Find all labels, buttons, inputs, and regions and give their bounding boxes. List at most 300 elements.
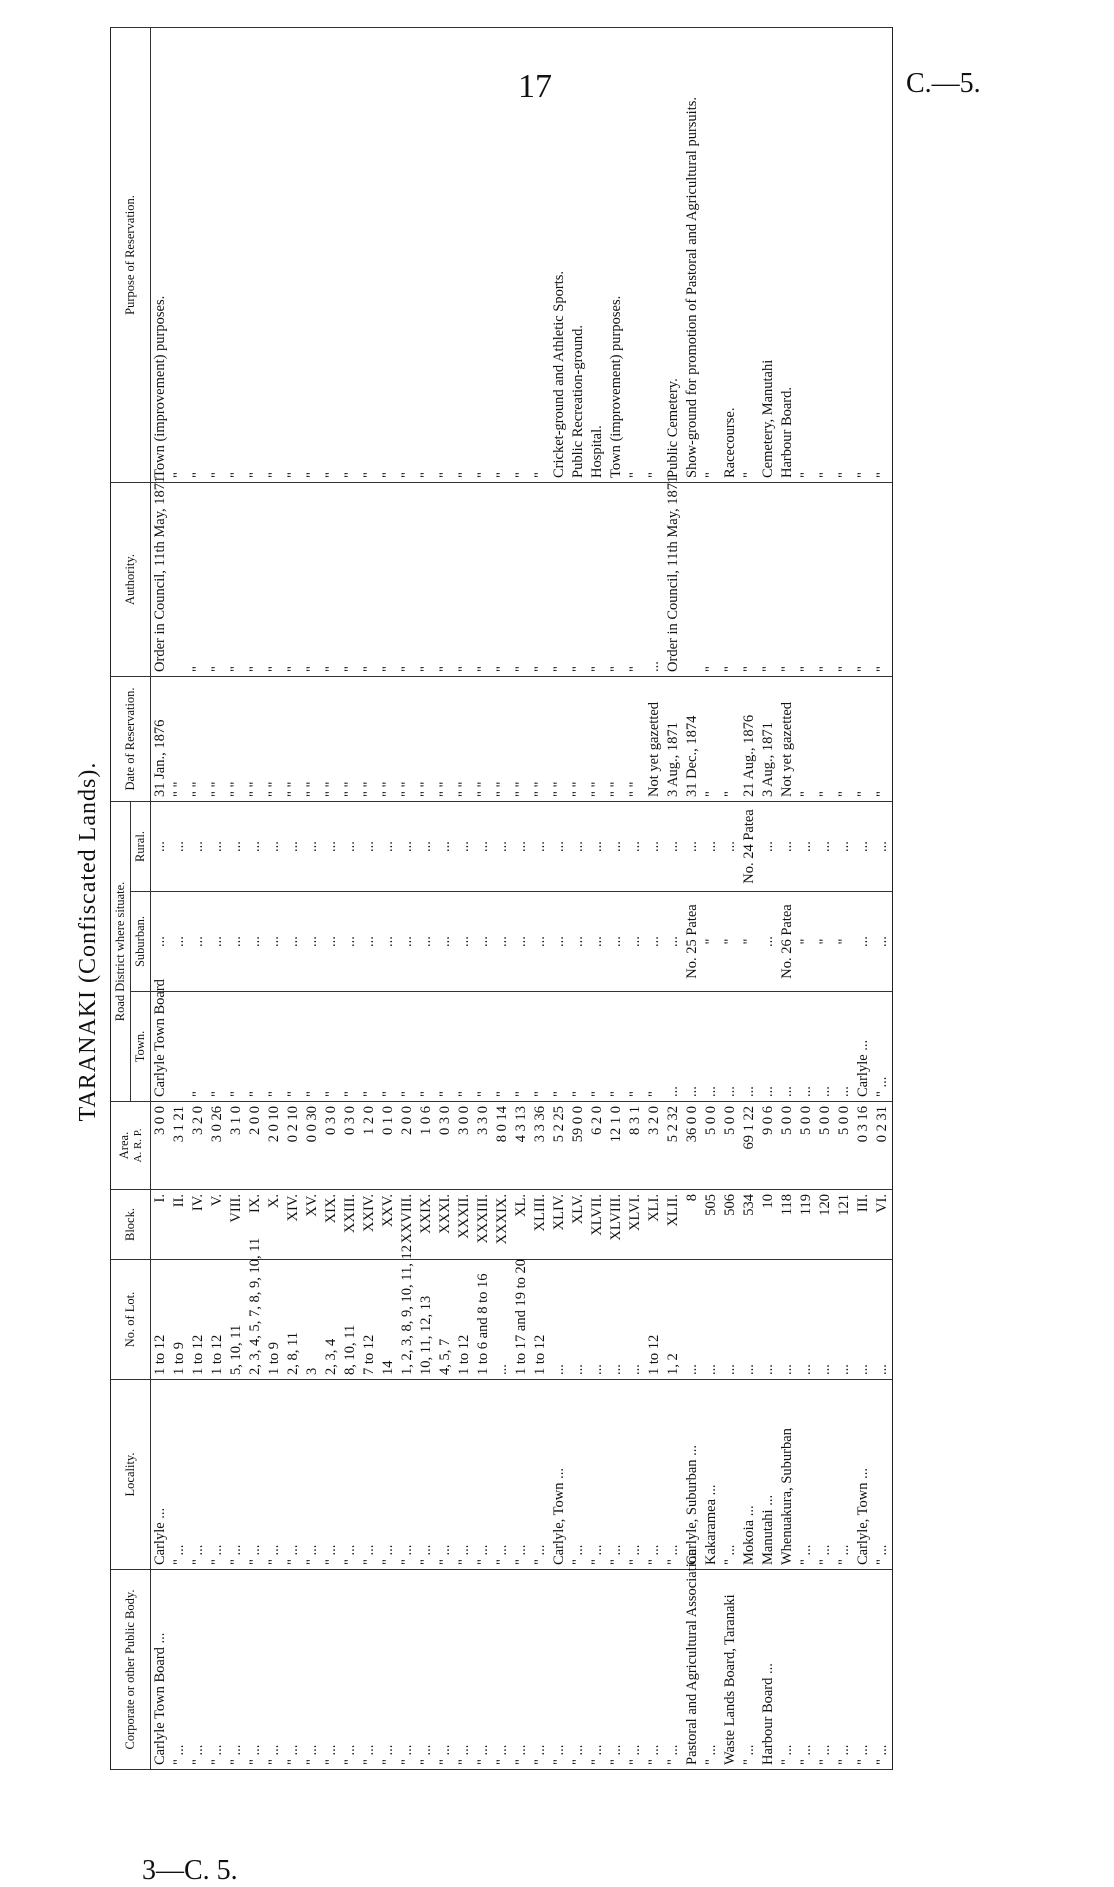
purpose-cell: " (626, 27, 645, 482)
body-cell: " ... (284, 1570, 303, 1770)
table-row (550, 27, 569, 1769)
area-cell: 6 2 0 (588, 1102, 607, 1190)
rural-cell: ... (151, 801, 171, 891)
locality-cell: " ... (455, 1380, 474, 1570)
locality-cell: " ... (341, 1380, 360, 1570)
town-cell: ... (664, 992, 683, 1102)
header-date: Date of Reservation. (111, 676, 151, 801)
rural-cell: ... (379, 801, 398, 891)
rural-cell: ... (474, 801, 493, 891)
body-cell: " ... (474, 1570, 493, 1770)
lot-cell: ... (702, 1260, 721, 1380)
rural-cell: ... (835, 801, 854, 891)
purpose-cell: " (341, 27, 360, 482)
block-cell: XXIX. (417, 1190, 436, 1260)
header-authority: Authority. (111, 482, 151, 676)
lot-cell: ... (588, 1260, 607, 1380)
rural-cell: ... (246, 801, 265, 891)
purpose-cell: " (474, 27, 493, 482)
lot-cell: 3 (303, 1260, 322, 1380)
lot-cell: 1 to 12 (531, 1260, 550, 1380)
date-cell: 21 Aug., 1876 (740, 676, 759, 801)
rural-cell: ... (284, 801, 303, 891)
locality-cell: " ... (645, 1380, 664, 1570)
lot-cell: ... (778, 1260, 797, 1380)
purpose-cell: Racecourse. (721, 27, 740, 482)
locality-cell: " ... (189, 1380, 208, 1570)
purpose-cell: Public Recreation-ground. (569, 27, 588, 482)
suburban-cell: ... (284, 892, 303, 992)
table-row (645, 27, 664, 1769)
block-cell: XXXIII. (474, 1190, 493, 1260)
purpose-cell: " (170, 27, 189, 482)
authority-cell: " (189, 482, 208, 676)
date-cell: " " (398, 676, 417, 801)
header-purpose: Purpose of Reservation. (111, 27, 151, 482)
lot-cell: 1, 2, 3, 8, 9, 10, 11, 12 (398, 1260, 417, 1380)
authority-cell: " (322, 482, 341, 676)
block-cell: 8 (683, 1190, 702, 1260)
table-row (531, 27, 550, 1769)
area-cell: 2 0 0 (398, 1102, 417, 1190)
purpose-cell: Show-ground for promotion of Pastoral and Agricultural pursuits. (683, 27, 702, 482)
rural-cell: ... (303, 801, 322, 891)
locality-cell: " ... (398, 1380, 417, 1570)
body-cell: " ... (170, 1570, 189, 1770)
town-cell: " (208, 992, 227, 1102)
authority-cell: " (721, 482, 740, 676)
suburban-cell: ... (170, 892, 189, 992)
block-cell: XLII. (664, 1190, 683, 1260)
suburban-cell: " (797, 892, 816, 992)
rural-cell: ... (702, 801, 721, 891)
locality-cell: " ... (797, 1380, 816, 1570)
table-title: TARANAKI (Confiscated Lands). (75, 761, 101, 1122)
lot-cell: 8, 10, 11 (341, 1260, 360, 1380)
area-cell: 5 0 0 (835, 1102, 854, 1190)
authority-cell: " (873, 482, 893, 676)
lot-cell: 2, 3, 4 (322, 1260, 341, 1380)
rural-cell: ... (265, 801, 284, 891)
date-cell: " (702, 676, 721, 801)
authority-cell: " (797, 482, 816, 676)
table-row (740, 27, 759, 1769)
lot-cell: 1 to 12 (645, 1260, 664, 1380)
area-cell: 9 0 6 (759, 1102, 778, 1190)
body-cell: " ... (512, 1570, 531, 1770)
purpose-cell: Cricket-ground and Athletic Sports. (550, 27, 569, 482)
block-cell: XLV. (569, 1190, 588, 1260)
area-cell: 5 0 0 (721, 1102, 740, 1190)
table-row (341, 27, 360, 1769)
locality-cell: " ... (816, 1380, 835, 1570)
block-cell: III. (854, 1190, 873, 1260)
body-cell: " ... (455, 1570, 474, 1770)
block-cell: XXXIX. (493, 1190, 512, 1260)
date-cell: " " (607, 676, 626, 801)
suburban-cell: ... (265, 892, 284, 992)
rural-cell: ... (759, 801, 778, 891)
table-row (664, 27, 683, 1769)
lot-cell: 1 to 12 (455, 1260, 474, 1380)
purpose-cell: Town (improvement) purposes. (151, 27, 171, 482)
locality-cell: " ... (873, 1380, 893, 1570)
date-cell: " (835, 676, 854, 801)
authority-cell: " (550, 482, 569, 676)
header-body: Corporate or other Public Body. (111, 1570, 151, 1770)
suburban-cell: ... (455, 892, 474, 992)
locality-cell: Manutahi ... (759, 1380, 778, 1570)
table-row (360, 27, 379, 1769)
block-cell: XIV. (284, 1190, 303, 1260)
date-cell: " " (436, 676, 455, 801)
table-row (569, 27, 588, 1769)
town-cell: " (493, 992, 512, 1102)
authority-cell: " (379, 482, 398, 676)
block-cell: IV. (189, 1190, 208, 1260)
header-area-label: Area. (117, 1131, 131, 1160)
block-cell: II. (170, 1190, 189, 1260)
header-area (111, 1102, 151, 1190)
body-cell: Harbour Board ... (759, 1570, 778, 1770)
rural-cell: ... (493, 801, 512, 891)
lot-cell: ... (854, 1260, 873, 1380)
body-cell: " ... (493, 1570, 512, 1770)
area-cell: 0 2 10 (284, 1102, 303, 1190)
date-cell: 3 Aug., 1871 (759, 676, 778, 801)
table-row (626, 27, 645, 1769)
block-cell: 119 (797, 1190, 816, 1260)
authority-cell: " (531, 482, 550, 676)
purpose-cell: " (531, 27, 550, 482)
area-cell: 1 0 6 (417, 1102, 436, 1190)
purpose-cell: Harbour Board. (778, 27, 797, 482)
town-cell: " (455, 992, 474, 1102)
lot-cell: 1 to 12 (151, 1260, 171, 1380)
body-cell: " ... (208, 1570, 227, 1770)
body-cell: " ... (322, 1570, 341, 1770)
area-cell: 2 0 0 (246, 1102, 265, 1190)
authority-cell: Order in Council, 11th May, 1871 (151, 482, 171, 676)
rural-cell: ... (227, 801, 246, 891)
block-cell: 120 (816, 1190, 835, 1260)
purpose-cell: " (284, 27, 303, 482)
body-cell: " ... (398, 1570, 417, 1770)
body-cell: " ... (835, 1570, 854, 1770)
table-row (474, 27, 493, 1769)
town-cell: ... (740, 992, 759, 1102)
area-cell: 4 3 13 (512, 1102, 531, 1190)
table-row (379, 27, 398, 1769)
locality-cell: Carlyle, Suburban ... (683, 1380, 702, 1570)
table-row (835, 27, 854, 1769)
table-row (493, 27, 512, 1769)
body-cell: " ... (588, 1570, 607, 1770)
block-cell: V. (208, 1190, 227, 1260)
locality-cell: Carlyle, Town ... (550, 1380, 569, 1570)
suburban-cell: ... (569, 892, 588, 992)
table-row (512, 27, 531, 1769)
date-cell: Not yet gazetted (645, 676, 664, 801)
table-row (854, 27, 873, 1769)
date-cell: " " (455, 676, 474, 801)
rural-cell: ... (531, 801, 550, 891)
date-cell: " " (512, 676, 531, 801)
authority-cell: " (835, 482, 854, 676)
body-cell: " ... (607, 1570, 626, 1770)
table-row (246, 27, 265, 1769)
area-cell: 5 0 0 (702, 1102, 721, 1190)
lot-cell: 1, 2 (664, 1260, 683, 1380)
area-cell: 3 0 0 (151, 1102, 171, 1190)
authority-cell: " (360, 482, 379, 676)
suburban-cell: ... (493, 892, 512, 992)
block-cell: XXIII. (341, 1190, 360, 1260)
area-cell: 3 2 0 (645, 1102, 664, 1190)
body-cell: " ... (873, 1570, 893, 1770)
suburban-cell: ... (759, 892, 778, 992)
table-row (683, 27, 702, 1769)
locality-cell: " ... (664, 1380, 683, 1570)
lot-cell: 7 to 12 (360, 1260, 379, 1380)
locality-cell: " ... (531, 1380, 550, 1570)
rural-cell: ... (816, 801, 835, 891)
table-row (322, 27, 341, 1769)
block-cell: 10 (759, 1190, 778, 1260)
block-cell: XLVI. (626, 1190, 645, 1260)
authority-cell: " (474, 482, 493, 676)
date-cell: " " (474, 676, 493, 801)
area-cell: 59 0 0 (569, 1102, 588, 1190)
rural-cell: ... (645, 801, 664, 891)
date-cell: " " (246, 676, 265, 801)
table-row (303, 27, 322, 1769)
rural-cell: ... (512, 801, 531, 891)
area-cell: 3 1 0 (227, 1102, 246, 1190)
purpose-cell: " (417, 27, 436, 482)
suburban-cell: ... (246, 892, 265, 992)
area-cell: 0 1 0 (379, 1102, 398, 1190)
block-cell: 506 (721, 1190, 740, 1260)
purpose-cell: " (455, 27, 474, 482)
body-cell: " ... (189, 1570, 208, 1770)
table-row (759, 27, 778, 1769)
table-row (607, 27, 626, 1769)
town-cell: " (227, 992, 246, 1102)
suburban-cell: ... (341, 892, 360, 992)
suburban-cell: " (835, 892, 854, 992)
body-cell: Pastoral and Agricultural Association (683, 1570, 702, 1770)
purpose-cell: " (322, 27, 341, 482)
table-row (265, 27, 284, 1769)
header-suburban: Suburban. (131, 892, 151, 992)
town-cell: " (569, 992, 588, 1102)
locality-cell: " ... (569, 1380, 588, 1570)
town-cell: " (550, 992, 569, 1102)
lot-cell: ... (569, 1260, 588, 1380)
block-cell: XLIII. (531, 1190, 550, 1260)
lot-cell: 1 to 9 (265, 1260, 284, 1380)
town-cell: " (322, 992, 341, 1102)
date-cell: " " (322, 676, 341, 801)
body-cell: " ... (854, 1570, 873, 1770)
purpose-cell: " (379, 27, 398, 482)
date-cell: " " (493, 676, 512, 801)
locality-cell: " ... (379, 1380, 398, 1570)
locality-cell: " ... (265, 1380, 284, 1570)
authority-cell: " (341, 482, 360, 676)
body-cell: " ... (417, 1570, 436, 1770)
locality-cell: " ... (474, 1380, 493, 1570)
table-row (455, 27, 474, 1769)
suburban-cell: ... (227, 892, 246, 992)
area-cell: 3 3 0 (474, 1102, 493, 1190)
rural-cell: ... (417, 801, 436, 891)
town-cell: ... (702, 992, 721, 1102)
date-cell: " " (265, 676, 284, 801)
header-block: Block. (111, 1190, 151, 1260)
suburban-cell: ... (417, 892, 436, 992)
rural-cell: ... (170, 801, 189, 891)
town-cell: " (531, 992, 550, 1102)
town-cell: ... (759, 992, 778, 1102)
town-cell: Carlyle ... (854, 992, 873, 1102)
locality-cell: " ... (835, 1380, 854, 1570)
date-cell: " (797, 676, 816, 801)
authority-cell: Order in Council, 11th May, 1871 (664, 482, 683, 676)
lot-cell: 10, 11, 12, 13 (417, 1260, 436, 1380)
rural-cell: ... (778, 801, 797, 891)
block-cell: 534 (740, 1190, 759, 1260)
suburban-cell: ... (531, 892, 550, 992)
rural-cell: ... (588, 801, 607, 891)
block-cell: XLVII. (588, 1190, 607, 1260)
body-cell: " ... (664, 1570, 683, 1770)
table-row (816, 27, 835, 1769)
town-cell: " (284, 992, 303, 1102)
locality-cell: " ... (303, 1380, 322, 1570)
date-cell: " " (569, 676, 588, 801)
date-cell: " " (588, 676, 607, 801)
authority-cell: " (227, 482, 246, 676)
authority-cell: " (246, 482, 265, 676)
lot-cell: ... (550, 1260, 569, 1380)
town-cell: " (436, 992, 455, 1102)
purpose-cell: " (816, 27, 835, 482)
table-row (702, 27, 721, 1769)
lot-cell: ... (797, 1260, 816, 1380)
town-cell: " (246, 992, 265, 1102)
purpose-cell: " (227, 27, 246, 482)
area-cell: 5 2 25 (550, 1102, 569, 1190)
locality-cell: Carlyle ... (151, 1380, 171, 1570)
body-cell: " ... (531, 1570, 550, 1770)
authority-cell: " (436, 482, 455, 676)
rural-cell: No. 24 Patea (740, 801, 759, 891)
town-cell: Carlyle Town Board (151, 992, 171, 1102)
authority-cell: " (493, 482, 512, 676)
date-cell: Not yet gazetted (778, 676, 797, 801)
block-cell: IX. (246, 1190, 265, 1260)
purpose-cell: " (208, 27, 227, 482)
page-number: 17 (518, 68, 552, 105)
town-cell: " (474, 992, 493, 1102)
block-cell: XV. (303, 1190, 322, 1260)
purpose-cell: " (189, 27, 208, 482)
authority-cell (683, 482, 702, 676)
date-cell: " " (284, 676, 303, 801)
town-cell: " (645, 992, 664, 1102)
table-row (797, 27, 816, 1769)
suburban-cell: ... (360, 892, 379, 992)
purpose-cell: " (493, 27, 512, 482)
purpose-cell: " (436, 27, 455, 482)
page-reference: C.—5. (906, 68, 981, 99)
authority-cell: " (569, 482, 588, 676)
purpose-cell: Hospital. (588, 27, 607, 482)
suburban-cell: ... (550, 892, 569, 992)
body-cell: " ... (246, 1570, 265, 1770)
area-cell: 3 0 26 (208, 1102, 227, 1190)
area-cell: 1 2 0 (360, 1102, 379, 1190)
locality-cell: Carlyle, Town ... (854, 1380, 873, 1570)
date-cell: " " (626, 676, 645, 801)
town-cell: " (189, 992, 208, 1102)
town-cell: " (360, 992, 379, 1102)
body-cell: " ... (778, 1570, 797, 1770)
area-cell: 0 3 0 (436, 1102, 455, 1190)
area-cell: 5 2 32 (664, 1102, 683, 1190)
purpose-cell: " (360, 27, 379, 482)
body-cell: " ... (303, 1570, 322, 1770)
date-cell: " " (189, 676, 208, 801)
area-cell: 0 3 0 (341, 1102, 360, 1190)
table-row (170, 27, 189, 1769)
date-cell: " (721, 676, 740, 801)
area-cell: 3 0 0 (455, 1102, 474, 1190)
rural-cell: ... (341, 801, 360, 891)
table-body (151, 27, 893, 1769)
authority-cell: " (455, 482, 474, 676)
locality-cell: " ... (512, 1380, 531, 1570)
town-cell: " (265, 992, 284, 1102)
body-cell: " ... (740, 1570, 759, 1770)
block-cell: XXIV. (360, 1190, 379, 1260)
town-cell: ... (778, 992, 797, 1102)
body-cell: " ... (816, 1570, 835, 1770)
purpose-cell: Town (improvement) purposes. (607, 27, 626, 482)
date-cell: " " (303, 676, 322, 801)
body-cell: " ... (626, 1570, 645, 1770)
area-cell: 12 1 0 (607, 1102, 626, 1190)
lot-cell: ... (759, 1260, 778, 1380)
table-row (208, 27, 227, 1769)
rural-cell: ... (189, 801, 208, 891)
suburban-cell: " (740, 892, 759, 992)
block-cell: XLVIII. (607, 1190, 626, 1260)
rural-cell: ... (854, 801, 873, 891)
table-row (151, 27, 171, 1769)
date-cell: 31 Dec., 1874 (683, 676, 702, 801)
date-cell: " (854, 676, 873, 801)
table-row (436, 27, 455, 1769)
block-cell: X. (265, 1190, 284, 1260)
rural-cell: ... (360, 801, 379, 891)
rural-cell: ... (550, 801, 569, 891)
locality-cell: " ... (607, 1380, 626, 1570)
suburban-cell: ... (873, 892, 893, 992)
lot-cell: 1 to 9 (170, 1260, 189, 1380)
